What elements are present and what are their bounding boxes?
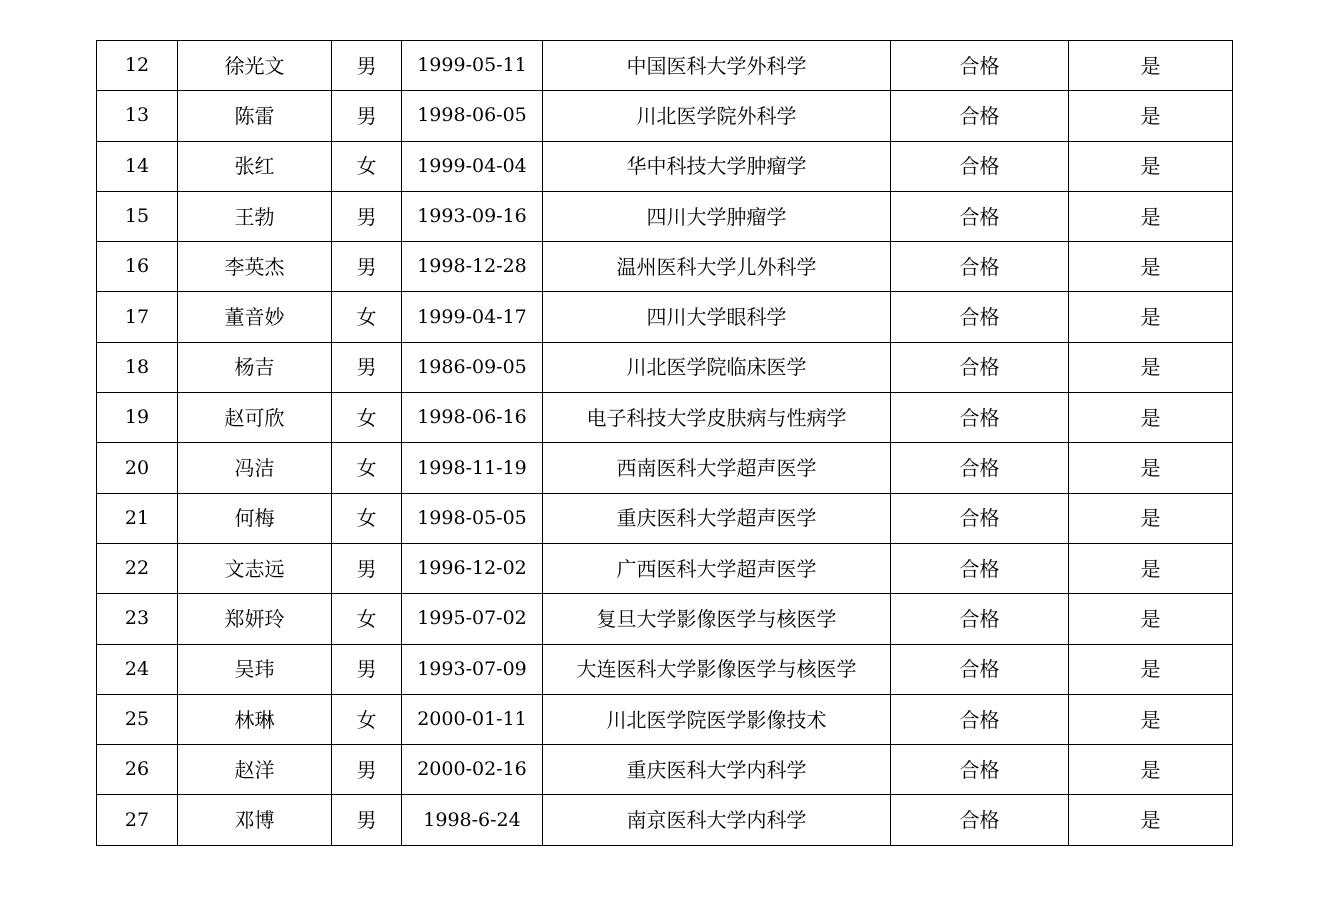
birth-date: 1998-06-16 <box>402 393 543 443</box>
hired-status: 是 <box>1069 493 1233 543</box>
candidate-gender: 男 <box>332 745 402 795</box>
exam-result: 合格 <box>891 141 1069 191</box>
candidate-name: 张红 <box>178 141 332 191</box>
row-number: 13 <box>97 91 178 141</box>
exam-result: 合格 <box>891 342 1069 392</box>
table-body <box>97 41 1233 846</box>
row-number: 19 <box>97 393 178 443</box>
candidate-table <box>96 40 1233 846</box>
candidate-name: 何梅 <box>178 493 332 543</box>
birth-date: 1986-09-05 <box>402 342 543 392</box>
hired-status: 是 <box>1069 795 1233 845</box>
birth-date: 1993-07-09 <box>402 644 543 694</box>
row-number: 20 <box>97 443 178 493</box>
birth-date: 1999-04-04 <box>402 141 543 191</box>
school-major: 华中科技大学肿瘤学 <box>543 141 891 191</box>
candidate-name: 邓博 <box>178 795 332 845</box>
hired-status: 是 <box>1069 644 1233 694</box>
exam-result: 合格 <box>891 91 1069 141</box>
candidate-name: 徐光文 <box>178 41 332 91</box>
candidate-name: 王勃 <box>178 191 332 241</box>
exam-result: 合格 <box>891 443 1069 493</box>
row-number: 26 <box>97 745 178 795</box>
school-major: 广西医科大学超声医学 <box>543 543 891 593</box>
table-row <box>97 91 1233 141</box>
hired-status: 是 <box>1069 342 1233 392</box>
candidate-gender: 男 <box>332 795 402 845</box>
birth-date: 1998-12-28 <box>402 242 543 292</box>
candidate-name: 林琳 <box>178 694 332 744</box>
exam-result: 合格 <box>891 644 1069 694</box>
school-major: 四川大学眼科学 <box>543 292 891 342</box>
school-major: 大连医科大学影像医学与核医学 <box>543 644 891 694</box>
table-row <box>97 41 1233 91</box>
hired-status: 是 <box>1069 41 1233 91</box>
row-number: 18 <box>97 342 178 392</box>
hired-status: 是 <box>1069 393 1233 443</box>
exam-result: 合格 <box>891 594 1069 644</box>
candidate-gender: 女 <box>332 493 402 543</box>
birth-date: 1998-05-05 <box>402 493 543 543</box>
hired-status: 是 <box>1069 594 1233 644</box>
birth-date: 1999-04-17 <box>402 292 543 342</box>
hired-status: 是 <box>1069 443 1233 493</box>
school-major: 复旦大学影像医学与核医学 <box>543 594 891 644</box>
hired-status: 是 <box>1069 91 1233 141</box>
hired-status: 是 <box>1069 745 1233 795</box>
candidate-gender: 女 <box>332 393 402 443</box>
hired-status: 是 <box>1069 543 1233 593</box>
candidate-name: 赵洋 <box>178 745 332 795</box>
row-number: 15 <box>97 191 178 241</box>
candidate-gender: 女 <box>332 594 402 644</box>
table-row <box>97 594 1233 644</box>
row-number: 14 <box>97 141 178 191</box>
school-major: 西南医科大学超声医学 <box>543 443 891 493</box>
hired-status: 是 <box>1069 242 1233 292</box>
birth-date: 1995-07-02 <box>402 594 543 644</box>
row-number: 23 <box>97 594 178 644</box>
hired-status: 是 <box>1069 191 1233 241</box>
candidate-name: 吴玮 <box>178 644 332 694</box>
school-major: 温州医科大学儿外科学 <box>543 242 891 292</box>
exam-result: 合格 <box>891 795 1069 845</box>
birth-date: 2000-02-16 <box>402 745 543 795</box>
exam-result: 合格 <box>891 493 1069 543</box>
table-row <box>97 443 1233 493</box>
candidate-gender: 女 <box>332 694 402 744</box>
candidate-gender: 男 <box>332 543 402 593</box>
candidate-name: 赵可欣 <box>178 393 332 443</box>
table-row <box>97 644 1233 694</box>
candidate-name: 陈雷 <box>178 91 332 141</box>
hired-status: 是 <box>1069 694 1233 744</box>
table-row <box>97 493 1233 543</box>
candidate-name: 冯洁 <box>178 443 332 493</box>
birth-date: 1996-12-02 <box>402 543 543 593</box>
candidate-gender: 男 <box>332 242 402 292</box>
exam-result: 合格 <box>891 694 1069 744</box>
candidate-gender: 男 <box>332 644 402 694</box>
table-row <box>97 393 1233 443</box>
row-number: 27 <box>97 795 178 845</box>
birth-date: 1999-05-11 <box>402 41 543 91</box>
school-major: 重庆医科大学内科学 <box>543 745 891 795</box>
candidate-gender: 女 <box>332 141 402 191</box>
candidate-gender: 男 <box>332 41 402 91</box>
hired-status: 是 <box>1069 141 1233 191</box>
school-major: 川北医学院临床医学 <box>543 342 891 392</box>
table-row <box>97 543 1233 593</box>
hired-status: 是 <box>1069 292 1233 342</box>
candidate-gender: 男 <box>332 342 402 392</box>
row-number: 12 <box>97 41 178 91</box>
candidate-gender: 男 <box>332 191 402 241</box>
exam-result: 合格 <box>891 242 1069 292</box>
school-major: 川北医学院医学影像技术 <box>543 694 891 744</box>
birth-date: 1998-6-24 <box>402 795 543 845</box>
school-major: 南京医科大学内科学 <box>543 795 891 845</box>
school-major: 四川大学肿瘤学 <box>543 191 891 241</box>
row-number: 22 <box>97 543 178 593</box>
exam-result: 合格 <box>891 292 1069 342</box>
row-number: 24 <box>97 644 178 694</box>
table-row <box>97 191 1233 241</box>
birth-date: 1998-11-19 <box>402 443 543 493</box>
school-major: 重庆医科大学超声医学 <box>543 493 891 543</box>
school-major: 川北医学院外科学 <box>543 91 891 141</box>
candidate-gender: 男 <box>332 91 402 141</box>
school-major: 电子科技大学皮肤病与性病学 <box>543 393 891 443</box>
candidate-name: 李英杰 <box>178 242 332 292</box>
exam-result: 合格 <box>891 191 1069 241</box>
candidate-gender: 女 <box>332 292 402 342</box>
candidate-name: 杨吉 <box>178 342 332 392</box>
table-row <box>97 694 1233 744</box>
candidate-name: 郑妍玲 <box>178 594 332 644</box>
table-row <box>97 292 1233 342</box>
row-number: 21 <box>97 493 178 543</box>
candidate-name: 董音妙 <box>178 292 332 342</box>
table-row <box>97 141 1233 191</box>
candidate-name: 文志远 <box>178 543 332 593</box>
exam-result: 合格 <box>891 41 1069 91</box>
row-number: 16 <box>97 242 178 292</box>
birth-date: 1993-09-16 <box>402 191 543 241</box>
row-number: 25 <box>97 694 178 744</box>
table-row <box>97 342 1233 392</box>
birth-date: 1998-06-05 <box>402 91 543 141</box>
table-row <box>97 242 1233 292</box>
school-major: 中国医科大学外科学 <box>543 41 891 91</box>
exam-result: 合格 <box>891 543 1069 593</box>
table-row <box>97 745 1233 795</box>
exam-result: 合格 <box>891 393 1069 443</box>
birth-date: 2000-01-11 <box>402 694 543 744</box>
exam-result: 合格 <box>891 745 1069 795</box>
candidate-gender: 女 <box>332 443 402 493</box>
table-row <box>97 795 1233 845</box>
row-number: 17 <box>97 292 178 342</box>
